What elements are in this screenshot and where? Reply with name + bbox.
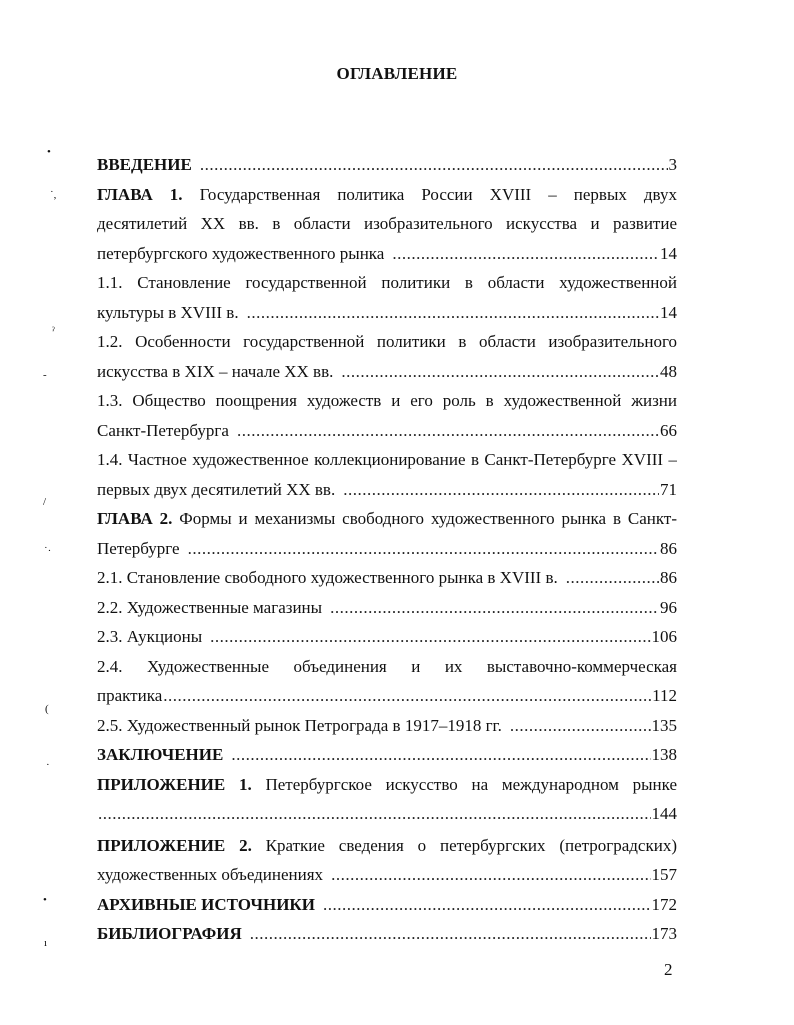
- toc-entry-label: ЗАКЛЮЧЕНИЕ: [97, 745, 224, 764]
- toc-entry-section-1-4: [97, 445, 677, 504]
- toc-page-number: 144: [651, 804, 677, 823]
- toc-entry-text: Петербурге: [97, 538, 180, 558]
- scan-speck: -: [43, 369, 47, 381]
- toc-appendix-number: ПРИЛОЖЕНИЕ 1.: [97, 774, 252, 794]
- toc-page-number: 48: [660, 361, 677, 381]
- dot-leader: [331, 860, 650, 890]
- table-of-contents: [97, 150, 677, 949]
- dot-leader: [330, 593, 659, 623]
- toc-entry-text: 2.5. Художественный рынок Петрограда в 1917–1918 гг.: [97, 715, 502, 735]
- toc-entry-text: Формы и механизмы свободного художественного рынка в Санкт-: [179, 509, 677, 528]
- toc-entry-text: 1.4. Частное художественное коллекционирование в Санкт-Петербурге XVIII –: [97, 450, 677, 469]
- dot-leader: [231, 740, 650, 770]
- scan-speck: •: [43, 894, 47, 906]
- toc-entry-section-2-1: [97, 563, 677, 593]
- dot-leader: [566, 563, 659, 593]
- toc-entry-text: Государственная политика России XVIII – первых двух: [199, 184, 677, 204]
- toc-entry-conclusion: [97, 740, 677, 770]
- scan-speck: ˀ: [52, 325, 55, 337]
- page-number: 2: [664, 960, 673, 979]
- toc-page-number: 66: [660, 420, 677, 440]
- toc-entry-text: 1.1. Становление государственной политики в области художественной: [97, 273, 677, 292]
- toc-entry-text: десятилетий XX вв. в области изобразительного искусства и развитие: [97, 214, 677, 233]
- toc-chapter-number: ГЛАВА 2.: [97, 509, 173, 528]
- toc-entry-text: художественных объединениях: [97, 865, 324, 884]
- toc-page-number: 135: [651, 715, 677, 735]
- toc-entry-chapter-1: [97, 180, 677, 269]
- dot-leader: [510, 711, 651, 741]
- toc-page-number: 112: [652, 686, 677, 705]
- toc-appendix-number: ПРИЛОЖЕНИЕ 2.: [97, 835, 252, 855]
- toc-entry-archives: [97, 890, 677, 920]
- dot-leader: [392, 239, 659, 269]
- scan-speck: ı: [44, 937, 48, 949]
- dot-leader: [250, 919, 651, 949]
- scan-speck: ˙·: [44, 545, 52, 557]
- toc-entry-text: 2.4. Художественные объединения и их выставочно-коммерческая: [97, 656, 677, 676]
- toc-entry-introduction: [97, 150, 677, 180]
- toc-entry-text: петербургского художественного рынка: [97, 243, 385, 263]
- toc-entry-chapter-2: [97, 504, 677, 563]
- toc-page-number: 96: [660, 597, 677, 617]
- dot-leader: [237, 416, 659, 446]
- toc-entry-section-2-4: [97, 652, 677, 711]
- dot-leader: [200, 150, 668, 180]
- toc-page-number: 106: [651, 627, 677, 646]
- toc-page-number: 14: [660, 302, 677, 322]
- page-title: ОГЛАВЛЕНИЕ: [336, 64, 458, 83]
- toc-entry-label: ВВЕДЕНИЕ: [97, 155, 192, 174]
- toc-page-number: 3: [668, 155, 677, 174]
- toc-page-number: 172: [651, 894, 677, 914]
- toc-entry-section-1-1: [97, 268, 677, 327]
- toc-entry-text: Краткие сведения о петербургских (петроградских): [265, 835, 677, 855]
- dot-leader: [343, 475, 659, 505]
- toc-page-number: 86: [660, 538, 677, 558]
- toc-entry-text: Петербургское искусство на международном рынке: [265, 774, 677, 794]
- toc-entry-text: искусства в XIX – начале XX вв.: [97, 361, 334, 381]
- dot-leader: [188, 534, 659, 564]
- dot-leader: [247, 298, 659, 328]
- dot-leader: [323, 890, 651, 920]
- scan-speck: ˙,: [50, 189, 57, 201]
- toc-entry-text: 1.2. Особенности государственной политики в области изобразительного: [97, 332, 677, 351]
- scan-speck: •: [47, 146, 51, 158]
- scan-speck: /: [43, 496, 47, 508]
- toc-page-number: 71: [660, 479, 677, 499]
- dot-leader: [163, 681, 651, 711]
- toc-page-number: 86: [660, 568, 677, 587]
- dot-leader: [98, 799, 651, 829]
- toc-entry-section-2-5: [97, 711, 677, 741]
- scan-speck: (: [45, 703, 49, 715]
- toc-entry-text: 2.3. Аукционы: [97, 627, 203, 646]
- toc-entry-section-1-3: [97, 386, 677, 445]
- dot-leader: [341, 357, 659, 387]
- toc-chapter-number: ГЛАВА 1.: [97, 184, 183, 204]
- toc-entry-text: первых двух десятилетий XX вв.: [97, 479, 336, 499]
- scan-speck: ·: [46, 759, 50, 771]
- toc-entry-appendix-1: [97, 770, 677, 829]
- toc-entry-section-1-2: [97, 327, 677, 386]
- toc-entry-text: 2.1. Становление свободного художественного рынка в XVIII в.: [97, 568, 558, 587]
- toc-entry-text: 2.2. Художественные магазины: [97, 597, 323, 617]
- dot-leader: [210, 622, 650, 652]
- toc-entry-text: практика: [97, 686, 163, 705]
- toc-entry-section-2-2: [97, 593, 677, 623]
- toc-entry-text: культуры в XVIII в.: [97, 302, 239, 322]
- toc-page-number: 157: [651, 865, 677, 884]
- toc-entry-bibliography: [97, 919, 677, 949]
- toc-page-number: 138: [651, 745, 677, 764]
- toc-entry-section-2-3: [97, 622, 677, 652]
- toc-entry-appendix-2: [97, 831, 677, 890]
- toc-entry-label: БИБЛИОГРАФИЯ: [97, 924, 242, 943]
- toc-page-number: 173: [651, 924, 677, 943]
- toc-page-number: 14: [660, 243, 677, 263]
- toc-entry-text: Санкт-Петербурга: [97, 420, 229, 440]
- toc-entry-label: АРХИВНЫЕ ИСТОЧНИКИ: [97, 894, 315, 914]
- toc-entry-text: 1.3. Общество поощрения художеств и его роль в художественной жизни: [97, 391, 677, 410]
